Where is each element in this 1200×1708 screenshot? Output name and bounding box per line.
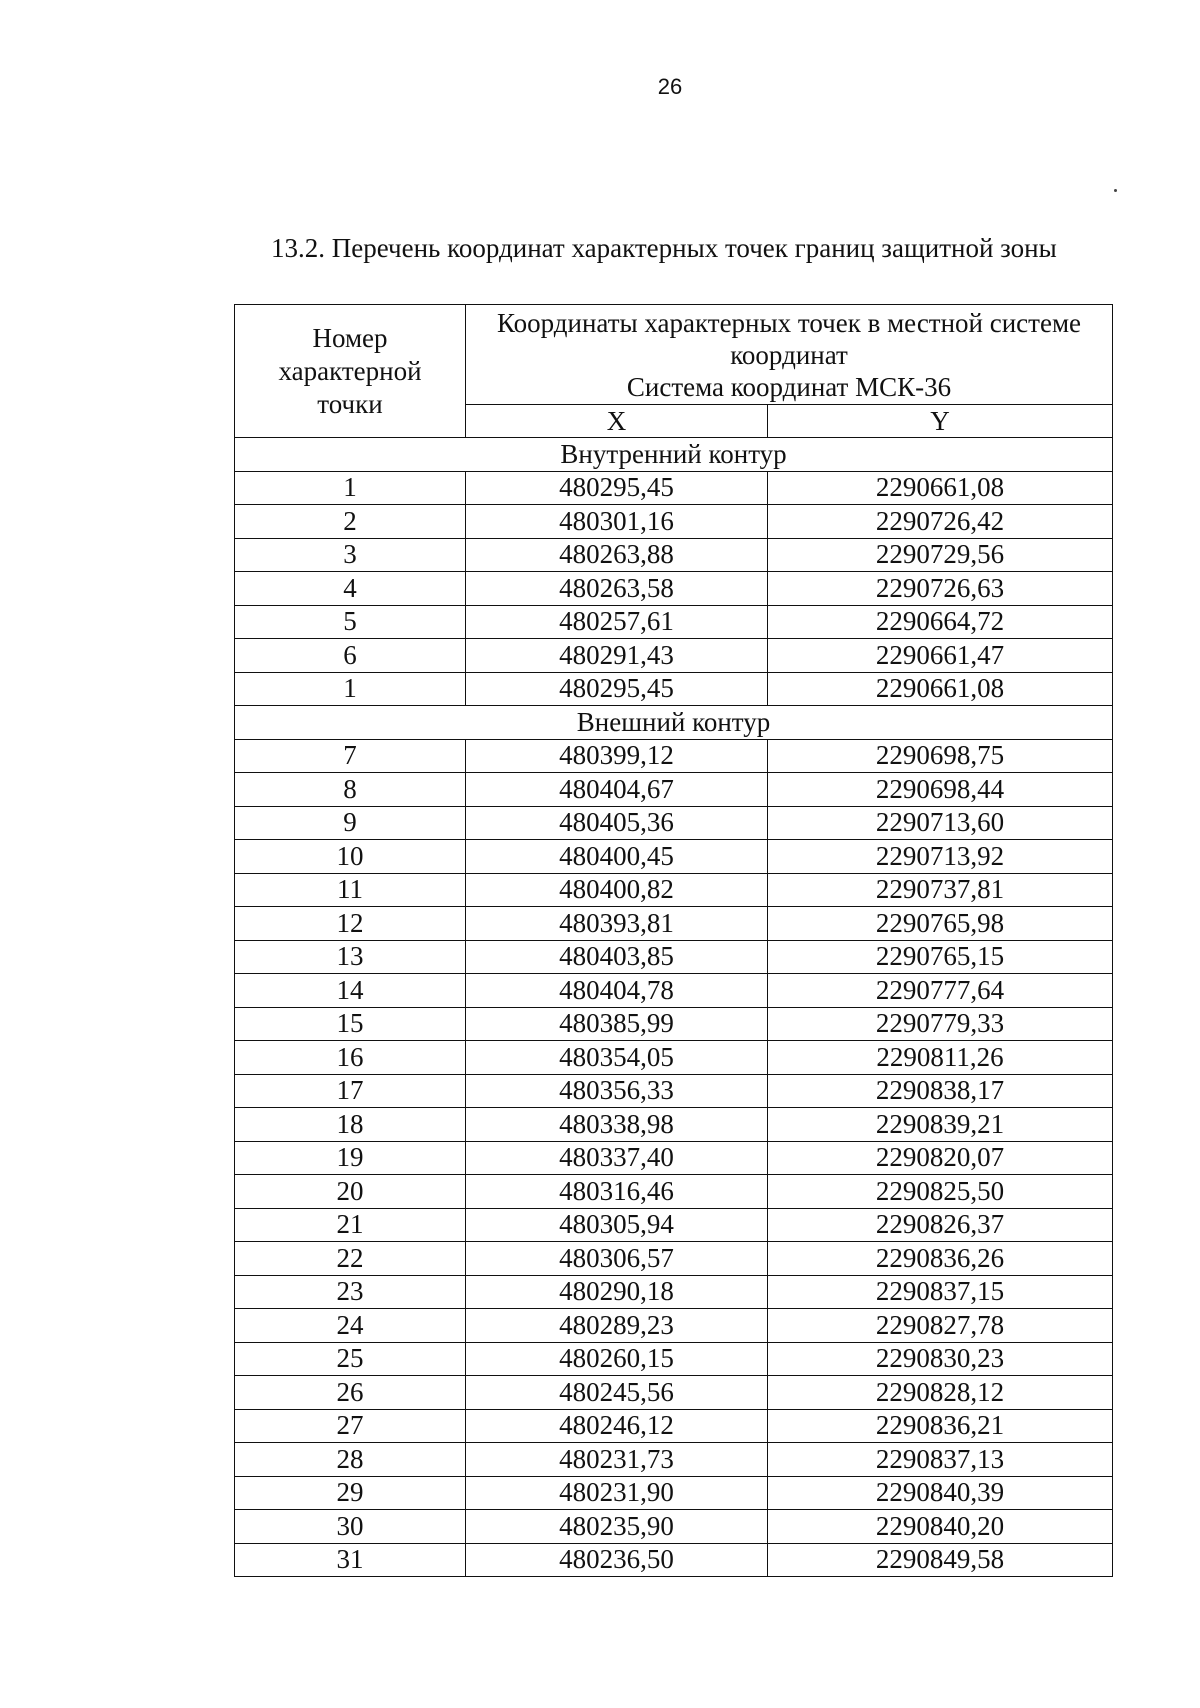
coordinates-header-line: координат bbox=[730, 339, 848, 370]
point-number-cell: 9 bbox=[235, 806, 466, 840]
table-header-row bbox=[235, 305, 1113, 405]
point-number-cell: 18 bbox=[235, 1108, 466, 1142]
point-number-cell: 3 bbox=[235, 538, 466, 572]
table-row bbox=[235, 1275, 1113, 1309]
y-coordinate-cell: 2290777,64 bbox=[768, 974, 1113, 1008]
table-row bbox=[235, 471, 1113, 505]
x-coordinate-cell: 480301,16 bbox=[466, 505, 768, 539]
y-coordinate-cell: 2290836,21 bbox=[768, 1409, 1113, 1443]
table-row bbox=[235, 1007, 1113, 1041]
coordinates-header bbox=[466, 305, 1113, 405]
y-coordinate-cell: 2290811,26 bbox=[768, 1041, 1113, 1075]
table-row bbox=[235, 873, 1113, 907]
point-number-cell: 28 bbox=[235, 1443, 466, 1477]
point-number-cell: 30 bbox=[235, 1510, 466, 1544]
point-number-cell: 6 bbox=[235, 639, 466, 673]
y-coordinate-cell: 2290830,23 bbox=[768, 1342, 1113, 1376]
x-coordinate-cell: 480236,50 bbox=[466, 1543, 768, 1577]
outer-contour-title: Внешний контур bbox=[235, 706, 1113, 740]
point-number-cell: 26 bbox=[235, 1376, 466, 1410]
table-row bbox=[235, 538, 1113, 572]
point-number-cell: 29 bbox=[235, 1476, 466, 1510]
y-coordinate-cell: 2290828,12 bbox=[768, 1376, 1113, 1410]
x-coordinate-cell: 480404,78 bbox=[466, 974, 768, 1008]
table-row bbox=[235, 1041, 1113, 1075]
y-coordinate-cell: 2290840,39 bbox=[768, 1476, 1113, 1510]
table-row bbox=[235, 739, 1113, 773]
point-number-cell: 12 bbox=[235, 907, 466, 941]
y-coordinate-cell: 2290826,37 bbox=[768, 1208, 1113, 1242]
point-number-cell: 1 bbox=[235, 672, 466, 706]
point-number-header bbox=[235, 305, 466, 438]
point-number-cell: 13 bbox=[235, 940, 466, 974]
x-coordinate-cell: 480405,36 bbox=[466, 806, 768, 840]
y-coordinate-cell: 2290837,15 bbox=[768, 1275, 1113, 1309]
y-coordinate-cell: 2290661,08 bbox=[768, 672, 1113, 706]
point-number-cell: 17 bbox=[235, 1074, 466, 1108]
table-row bbox=[235, 1242, 1113, 1276]
table-row bbox=[235, 672, 1113, 706]
table-row bbox=[235, 974, 1113, 1008]
y-coordinate-cell: 2290827,78 bbox=[768, 1309, 1113, 1343]
x-coordinate-cell: 480354,05 bbox=[466, 1041, 768, 1075]
point-number-cell: 1 bbox=[235, 471, 466, 505]
table-row bbox=[235, 1409, 1113, 1443]
x-coordinate-cell: 480235,90 bbox=[466, 1510, 768, 1544]
table-row bbox=[235, 1108, 1113, 1142]
x-coordinate-cell: 480289,23 bbox=[466, 1309, 768, 1343]
point-number-cell: 31 bbox=[235, 1543, 466, 1577]
y-coordinate-cell: 2290837,13 bbox=[768, 1443, 1113, 1477]
x-coordinate-cell: 480403,85 bbox=[466, 940, 768, 974]
table-row bbox=[235, 840, 1113, 874]
point-number-cell: 7 bbox=[235, 739, 466, 773]
x-coordinate-cell: 480306,57 bbox=[466, 1242, 768, 1276]
coordinates-header-line: Координаты характерных точек в местной системе bbox=[496, 307, 1082, 338]
point-number-cell: 14 bbox=[235, 974, 466, 1008]
y-coordinate-cell: 2290779,33 bbox=[768, 1007, 1113, 1041]
x-coordinate-cell: 480245,56 bbox=[466, 1376, 768, 1410]
y-coordinate-cell: 2290737,81 bbox=[768, 873, 1113, 907]
x-coordinate-cell: 480257,61 bbox=[466, 605, 768, 639]
y-coordinate-cell: 2290726,42 bbox=[768, 505, 1113, 539]
x-coordinate-cell: 480290,18 bbox=[466, 1275, 768, 1309]
x-coordinate-cell: 480263,88 bbox=[466, 538, 768, 572]
point-number-cell: 5 bbox=[235, 605, 466, 639]
x-coordinate-cell: 480231,90 bbox=[466, 1476, 768, 1510]
table-row bbox=[235, 1510, 1113, 1544]
y-coordinate-cell: 2290849,58 bbox=[768, 1543, 1113, 1577]
x-coordinate-cell: 480400,45 bbox=[466, 840, 768, 874]
y-coordinate-cell: 2290729,56 bbox=[768, 538, 1113, 572]
x-coordinate-cell: 480337,40 bbox=[466, 1141, 768, 1175]
x-column-header: X bbox=[466, 405, 768, 438]
x-coordinate-cell: 480385,99 bbox=[466, 1007, 768, 1041]
inner-contour-title: Внутренний контур bbox=[235, 438, 1113, 472]
y-coordinate-cell: 2290726,63 bbox=[768, 572, 1113, 606]
x-coordinate-cell: 480338,98 bbox=[466, 1108, 768, 1142]
section-title: 13.2. Перечень координат характерных точек границ защитной зоны bbox=[271, 233, 1057, 263]
y-coordinate-cell: 2290713,92 bbox=[768, 840, 1113, 874]
x-coordinate-cell: 480263,58 bbox=[466, 572, 768, 606]
x-coordinate-cell: 480260,15 bbox=[466, 1342, 768, 1376]
y-coordinate-cell: 2290664,72 bbox=[768, 605, 1113, 639]
table-row bbox=[235, 1074, 1113, 1108]
table-row bbox=[235, 1376, 1113, 1410]
table-row bbox=[235, 1342, 1113, 1376]
point-number-header-line: точки bbox=[317, 388, 383, 419]
table-row bbox=[235, 605, 1113, 639]
x-coordinate-cell: 480316,46 bbox=[466, 1175, 768, 1209]
x-coordinate-cell: 480356,33 bbox=[466, 1074, 768, 1108]
x-coordinate-cell: 480246,12 bbox=[466, 1409, 768, 1443]
table-row bbox=[235, 1543, 1113, 1577]
x-coordinate-cell: 480291,43 bbox=[466, 639, 768, 673]
point-number-cell: 8 bbox=[235, 773, 466, 807]
table-row bbox=[235, 1476, 1113, 1510]
point-number-cell: 10 bbox=[235, 840, 466, 874]
coordinates-header-line: Система координат МСК-36 bbox=[626, 371, 952, 402]
table-row bbox=[235, 1443, 1113, 1477]
x-coordinate-cell: 480305,94 bbox=[466, 1208, 768, 1242]
x-coordinate-cell: 480295,45 bbox=[466, 471, 768, 505]
y-coordinate-cell: 2290825,50 bbox=[768, 1175, 1113, 1209]
y-coordinate-cell: 2290698,75 bbox=[768, 739, 1113, 773]
x-coordinate-cell: 480400,82 bbox=[466, 873, 768, 907]
outer-contour-header-row bbox=[235, 706, 1113, 740]
point-number-header-line: Номер bbox=[312, 322, 388, 353]
y-column-header: Y bbox=[768, 405, 1113, 438]
inner-contour-header-row bbox=[235, 438, 1113, 472]
table-row bbox=[235, 1208, 1113, 1242]
y-coordinate-cell: 2290820,07 bbox=[768, 1141, 1113, 1175]
table-row bbox=[235, 940, 1113, 974]
point-number-cell: 4 bbox=[235, 572, 466, 606]
x-coordinate-cell: 480295,45 bbox=[466, 672, 768, 706]
x-coordinate-cell: 480231,73 bbox=[466, 1443, 768, 1477]
y-coordinate-cell: 2290838,17 bbox=[768, 1074, 1113, 1108]
table-row bbox=[235, 505, 1113, 539]
y-coordinate-cell: 2290840,20 bbox=[768, 1510, 1113, 1544]
point-number-cell: 11 bbox=[235, 873, 466, 907]
table-row bbox=[235, 1141, 1113, 1175]
point-number-cell: 23 bbox=[235, 1275, 466, 1309]
y-coordinate-cell: 2290839,21 bbox=[768, 1108, 1113, 1142]
point-number-cell: 16 bbox=[235, 1041, 466, 1075]
y-coordinate-cell: 2290661,08 bbox=[768, 471, 1113, 505]
scan-speck bbox=[1114, 189, 1117, 192]
coordinates-table bbox=[234, 304, 1113, 1577]
point-number-cell: 24 bbox=[235, 1309, 466, 1343]
table-row bbox=[235, 572, 1113, 606]
point-number-cell: 20 bbox=[235, 1175, 466, 1209]
y-coordinate-cell: 2290765,15 bbox=[768, 940, 1113, 974]
point-number-header-line: характерной bbox=[278, 355, 422, 386]
y-coordinate-cell: 2290765,98 bbox=[768, 907, 1113, 941]
y-coordinate-cell: 2290698,44 bbox=[768, 773, 1113, 807]
point-number-cell: 27 bbox=[235, 1409, 466, 1443]
coordinates-table-body bbox=[235, 305, 1113, 1577]
table-row bbox=[235, 907, 1113, 941]
page-number: 26 bbox=[657, 74, 683, 99]
table-row bbox=[235, 1309, 1113, 1343]
point-number-cell: 2 bbox=[235, 505, 466, 539]
point-number-cell: 22 bbox=[235, 1242, 466, 1276]
y-coordinate-cell: 2290661,47 bbox=[768, 639, 1113, 673]
y-coordinate-cell: 2290713,60 bbox=[768, 806, 1113, 840]
x-coordinate-cell: 480404,67 bbox=[466, 773, 768, 807]
point-number-cell: 21 bbox=[235, 1208, 466, 1242]
point-number-cell: 19 bbox=[235, 1141, 466, 1175]
point-number-cell: 25 bbox=[235, 1342, 466, 1376]
table-row bbox=[235, 1175, 1113, 1209]
x-coordinate-cell: 480393,81 bbox=[466, 907, 768, 941]
point-number-cell: 15 bbox=[235, 1007, 466, 1041]
table-row bbox=[235, 806, 1113, 840]
table-row bbox=[235, 639, 1113, 673]
y-coordinate-cell: 2290836,26 bbox=[768, 1242, 1113, 1276]
table-row bbox=[235, 773, 1113, 807]
x-coordinate-cell: 480399,12 bbox=[466, 739, 768, 773]
